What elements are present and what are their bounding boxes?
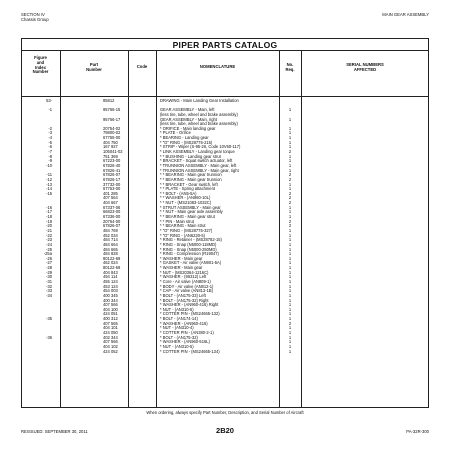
quantity-required: 1 xyxy=(288,135,292,141)
nomenclature: * BOLT - (AN174-14) xyxy=(160,316,198,322)
part-number: 404 667 xyxy=(103,200,118,206)
quantity-required: 1 xyxy=(288,214,292,220)
part-number: 424 051 xyxy=(103,311,118,317)
column-header-figure: Figure and Index Number xyxy=(32,55,49,75)
nomenclature: * BEARING - Landing gear xyxy=(160,135,209,141)
figure-index: -15 xyxy=(46,190,52,196)
column-header-required: No. Req. xyxy=(285,62,295,72)
quantity-required: 1 xyxy=(288,330,292,336)
quantity-required: 2 xyxy=(288,223,292,229)
nomenclature: * BRACKET - Squat switch actuator, left xyxy=(160,158,233,164)
figure-index: -4 xyxy=(48,135,52,141)
nomenclature: * ORIFICE - Main landing gear xyxy=(160,125,216,131)
part-number: 67755-00 xyxy=(103,135,121,141)
nomenclature: * * PIN - Main strut xyxy=(160,218,194,224)
column-header-nomenclature: NOMENCLATURE xyxy=(199,64,236,69)
quantity-required: 2 xyxy=(288,200,292,206)
nomenclature: * NUT - (AN310-5) xyxy=(160,343,194,349)
part-number: 404 750 xyxy=(103,139,118,145)
quantity-required: 1 xyxy=(288,260,292,266)
quantity-required: 2 xyxy=(288,176,292,182)
nomenclature: * * BEARING - Main strut xyxy=(160,223,206,229)
figure-index: -7 xyxy=(48,149,52,155)
figure-index: -36 xyxy=(46,334,52,340)
quantity-required: 2 xyxy=(288,190,292,196)
document-number: PA-32R-300 xyxy=(406,429,429,434)
figure-index: -5 xyxy=(48,139,52,145)
figure-index: -29 xyxy=(46,269,52,275)
part-number: 484 665 xyxy=(103,246,118,252)
quantity-required: 1 xyxy=(288,162,292,168)
nomenclature: * TRUNNION ASSEMBLY - Main gear, right xyxy=(160,167,239,173)
part-number: 407 565 xyxy=(103,320,118,326)
ordering-footnote: When ordering, always specify Part Number, Description, and Serial Number of Aircraft xyxy=(146,410,304,415)
nomenclature: * * NUT - Main gear axle assembly xyxy=(160,209,223,215)
quantity-required: 1 xyxy=(288,302,292,308)
nomenclature: * PLATE - Orifice xyxy=(160,130,191,136)
nomenclature: * WASHER - (AN960-516L) xyxy=(160,339,210,345)
parts-list xyxy=(0,99,450,354)
nomenclature: * BODY - Air valve (AN812-1) xyxy=(160,283,214,289)
part-number: 400 345 xyxy=(103,292,118,298)
part-number: 67337-06 xyxy=(103,204,121,210)
figure-index: -11 xyxy=(46,172,52,178)
part-number: 80122-69 xyxy=(103,265,121,271)
quantity-required: 1 xyxy=(288,251,292,257)
part-number: 37732-00 xyxy=(103,181,121,187)
figure-index: -35 xyxy=(46,316,52,322)
quantity-required: 1 xyxy=(288,107,292,113)
part-number: 455 124 xyxy=(103,278,118,284)
figure-index: -20 xyxy=(46,223,52,229)
nomenclature: * LINK ASSEMBLY - Landing gear torque xyxy=(160,149,235,155)
figure-index: -14 xyxy=(46,186,52,192)
part-number: 452 034 xyxy=(103,232,118,238)
figure-index: -25a xyxy=(43,251,52,257)
quantity-required: 1 xyxy=(288,153,292,159)
nomenclature: GEAR ASSEMBLY - Main, left xyxy=(160,107,215,113)
quantity-required: 1 xyxy=(288,116,292,122)
nomenclature: (less tire, tube, wheel and brake assembly) xyxy=(160,111,238,117)
nomenclature: * * BRACKET - Gear switch, left xyxy=(160,181,218,187)
part-number: 401 285 xyxy=(103,190,118,196)
part-number: 66823-00 xyxy=(103,209,121,215)
figure-index: -27 xyxy=(46,260,52,266)
figure-index: -17 xyxy=(46,209,52,215)
figure-index: -19 xyxy=(46,218,52,224)
quantity-required: 1 xyxy=(288,306,292,312)
part-number: 484 664 xyxy=(103,241,118,247)
quantity-required: 1 xyxy=(288,209,292,215)
table-row xyxy=(0,350,450,355)
nomenclature: * RING - Snap (N5000-250MD) xyxy=(160,246,217,252)
part-number: 67826-41 xyxy=(103,167,121,173)
part-number: 424 050 xyxy=(103,330,118,336)
group-label: Chassis Group xyxy=(21,17,49,22)
nomenclature: * BOLT - (AN175-32) xyxy=(160,334,198,340)
figure-index: -24 xyxy=(46,241,52,247)
part-number: 424 052 xyxy=(103,348,118,354)
part-number: 20764-00 xyxy=(103,218,121,224)
part-number: 105041-02 xyxy=(103,149,123,155)
quantity-required: 1 xyxy=(288,274,292,280)
part-number: 404 102 xyxy=(103,343,118,349)
nomenclature: * WASHER - (96312) Left xyxy=(160,274,207,280)
part-number: 67753-00 xyxy=(103,186,121,192)
nomenclature: * * WASHER - (AN960-10L) xyxy=(160,195,211,201)
quantity-required: 1 xyxy=(288,348,292,354)
quantity-required: 1 xyxy=(288,288,292,294)
quantity-required: 2 xyxy=(288,149,292,155)
title-divider xyxy=(21,50,429,51)
nomenclature: * * NUT - (MS21083-1032C) xyxy=(160,200,212,206)
part-number: 67826-17 xyxy=(103,176,121,182)
part-number: 402 344 xyxy=(103,334,118,340)
catalog-title: PIPER PARTS CATALOG xyxy=(172,40,278,50)
nomenclature: * COTTER PIN - (AN380-2-1) xyxy=(160,330,214,336)
quantity-required: 1 xyxy=(288,167,292,173)
nomenclature: * "O" RING - (AN6230-5) xyxy=(160,232,205,238)
part-number: 67826-07 xyxy=(103,172,121,178)
figure-index: -23 xyxy=(46,237,52,243)
column-header-divider xyxy=(21,96,429,97)
quantity-required: 2 xyxy=(288,195,292,201)
quantity-required: 1 xyxy=(288,278,292,284)
figure-index: -31 xyxy=(46,278,52,284)
figure-index: -33 xyxy=(46,288,52,294)
quantity-required: 2 xyxy=(288,320,292,326)
part-number: 407 564 xyxy=(103,195,118,201)
quantity-required: 1 xyxy=(288,237,292,243)
nomenclature: * NUT - (AN310-4) xyxy=(160,325,194,331)
quantity-required: 1 xyxy=(288,246,292,252)
part-number: 484 828 xyxy=(103,251,118,257)
quantity-required: 1 xyxy=(288,334,292,340)
nomenclature: * * BEARING - Main gear strut xyxy=(160,214,215,220)
nomenclature: * "O" RING - (MS28775-327) xyxy=(160,227,213,233)
part-number: 400 312 xyxy=(103,316,118,322)
quantity-required: 1 xyxy=(288,130,292,136)
part-number: 167 927 xyxy=(103,144,118,150)
part-number: 751 369 xyxy=(103,153,118,159)
quantity-required: 1 xyxy=(288,144,292,150)
nomenclature: * * BOLT - (AN5-5A) xyxy=(160,190,197,196)
part-number: 67826-40 xyxy=(103,162,121,168)
figure-index: -22 xyxy=(46,232,52,238)
nomenclature: * CAP - Air valve (AN813-1B) xyxy=(160,288,213,294)
part-number: 95766-15 xyxy=(103,107,121,113)
section-label: SECTION IV xyxy=(21,12,45,17)
part-number: 404 843 xyxy=(103,269,118,275)
part-number: 453 124 xyxy=(103,283,118,289)
quantity-required: 1 xyxy=(288,325,292,331)
part-number: 400 344 xyxy=(103,297,118,303)
quantity-required: 1 xyxy=(288,297,292,303)
part-number: 484 714 xyxy=(103,237,118,243)
part-number: 85812 xyxy=(103,98,115,103)
quantity-required: 1 xyxy=(288,204,292,210)
nomenclature: * WASHER - Main gear xyxy=(160,265,203,271)
figure-index: -18 xyxy=(46,214,52,220)
quantity-required: 1 xyxy=(288,227,292,233)
part-number: 484 769 xyxy=(103,227,118,233)
quantity-required: 1 xyxy=(288,232,292,238)
quantity-required: 1 xyxy=(288,186,292,192)
quantity-required: 1 xyxy=(288,158,292,164)
part-number: 454 003 xyxy=(103,288,118,294)
section-header xyxy=(21,12,49,22)
figure-index: -1 xyxy=(48,107,52,113)
nomenclature: * RING - Snap (N5000-118MD) xyxy=(160,241,217,247)
part-number: 494 114 xyxy=(103,274,118,280)
nomenclature: * COTTER PIN - (MS24665-134) xyxy=(160,348,220,354)
quantity-required: 1 xyxy=(288,283,292,289)
nomenclature: * STRUT ASSEMBLY - Main gear xyxy=(160,204,221,210)
nomenclature: * Core - Air valve (AN809-1) xyxy=(160,278,211,284)
figure-index: -26 xyxy=(46,255,52,261)
quantity-required: 1 xyxy=(288,343,292,349)
nomenclature: * WASHER - (AN960-416) Right xyxy=(160,302,219,308)
nomenclature: * WASHER - (AN960-416) xyxy=(160,320,208,326)
figure-index: -16 xyxy=(46,204,52,210)
nomenclature: * * BEARING - Main gear trunnion xyxy=(160,176,222,182)
part-number: 404 100 xyxy=(103,306,118,312)
nomenclature: * STRIP - Wiper (S-95-26, Code 10V60-117) xyxy=(160,144,241,150)
nomenclature: * BOLT - (AN175-32) Right xyxy=(160,297,209,303)
figure-index: -28 xyxy=(46,265,52,271)
nomenclature: * "O" RING - (MS28775-215) xyxy=(160,139,213,145)
quantity-required: 2 xyxy=(288,172,292,178)
part-number: 95766-17 xyxy=(103,116,121,122)
part-number: 404 101 xyxy=(103,325,118,331)
reissue-date: REISSUED: SEPTEMBER 30, 2011 xyxy=(21,429,88,434)
nomenclature: * * PLATE - Spring attachment xyxy=(160,186,215,192)
figure-index: -12 xyxy=(46,176,52,182)
nomenclature: GEAR ASSEMBLY - Main, right xyxy=(160,116,217,122)
nomenclature: * RING - Retainer - (MS28782-15) xyxy=(160,237,222,243)
quantity-required: 1 xyxy=(288,255,292,261)
quantity-required: 1 xyxy=(288,125,292,131)
nomenclature: DRAWING - Main Landing Gear Installation xyxy=(160,98,239,103)
nomenclature: * NUT - (MS20364-1216C) xyxy=(160,269,209,275)
part-number: 462 024 xyxy=(103,260,118,266)
quantity-required: 1 xyxy=(288,339,292,345)
figure-index: -6 xyxy=(48,144,52,150)
figure-index: -3 xyxy=(48,130,52,136)
part-number: 67336-00 xyxy=(103,214,121,220)
figure-index: -13 xyxy=(46,181,52,187)
figure-index: -34 xyxy=(46,292,52,298)
quantity-required: 1 xyxy=(288,181,292,187)
nomenclature: * TRUNNION ASSEMBLY - Main gear, left xyxy=(160,162,237,168)
quantity-required: 1 xyxy=(288,311,292,317)
part-number: 20754-02 xyxy=(103,125,121,131)
column-header-serial: SERIAL NUMBERS AFFECTED xyxy=(346,62,384,72)
nomenclature: (less tire, tube, wheel and brake assembly) xyxy=(160,121,238,127)
quantity-required: 1 xyxy=(288,265,292,271)
column-header-part: Part Number xyxy=(86,62,102,72)
nomenclature: * GASKET - Air valve (AN901-5A) xyxy=(160,260,222,266)
assembly-header: MAIN GEAR ASSEMBLY xyxy=(382,12,429,17)
figure-index: 53- xyxy=(46,98,52,103)
quantity-required: 1 xyxy=(288,316,292,322)
page-code: 2B20 xyxy=(216,426,234,435)
nomenclature: * BOLT - (AN175-33) Left xyxy=(160,292,206,298)
column-header-code: Code xyxy=(136,64,148,69)
quantity-required: 2 xyxy=(288,218,292,224)
figure-index: -9 xyxy=(48,158,52,164)
figure-index: -21 xyxy=(46,227,52,233)
figure-index: -32 xyxy=(46,283,52,289)
part-number: 79800-02 xyxy=(103,130,121,136)
nomenclature: * RING - Compression (R19047) xyxy=(160,251,219,257)
nomenclature: * * BEARING - Main gear trunnion xyxy=(160,172,222,178)
figure-index: -2 xyxy=(48,125,52,131)
quantity-required: 1 xyxy=(288,292,292,298)
part-number: 407 566 xyxy=(103,339,118,345)
figure-index: -25 xyxy=(46,246,52,252)
figure-index: -30 xyxy=(46,274,52,280)
nomenclature: * NUT - (AN310-5) xyxy=(160,306,194,312)
quantity-required: 1 xyxy=(288,241,292,247)
part-number: 67223-00 xyxy=(103,158,121,164)
figure-index: -8 xyxy=(48,153,52,159)
nomenclature: * * BUSHING - Landing gear strut xyxy=(160,153,221,159)
quantity-required: 1 xyxy=(288,269,292,275)
part-number: 407 566 xyxy=(103,302,118,308)
part-number: 80122-69 xyxy=(103,255,121,261)
part-number: 67826-07 xyxy=(103,223,121,229)
nomenclature: * WASHER - Main gear xyxy=(160,255,203,261)
figure-index: -10 xyxy=(46,162,52,168)
nomenclature: * COTTER PIN - (MS24665-132) xyxy=(160,311,220,317)
quantity-required: 1 xyxy=(288,139,292,145)
